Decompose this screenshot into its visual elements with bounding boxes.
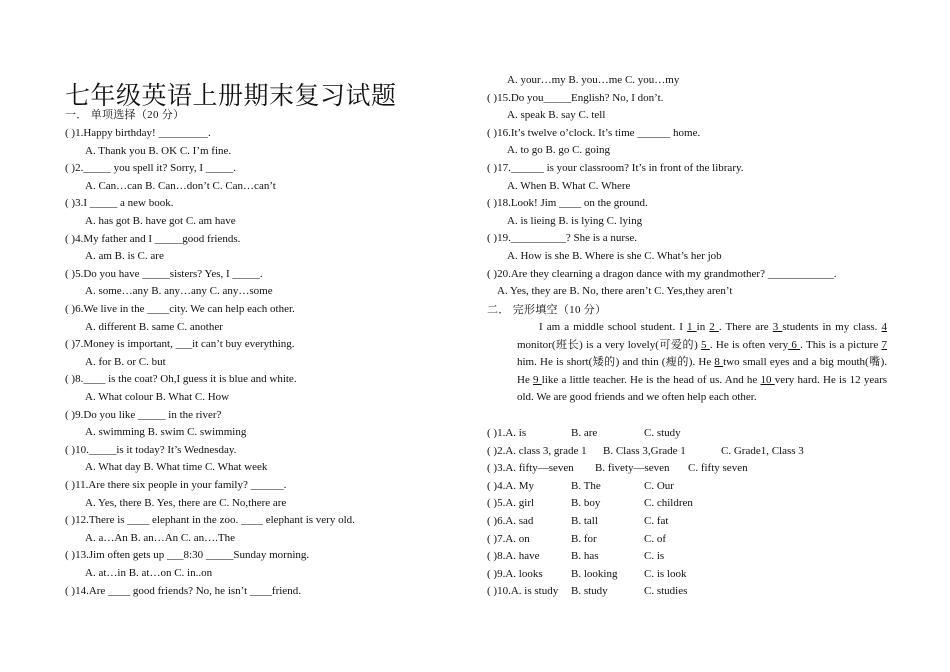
question-10-options: A. What day B. What time C. What week: [85, 461, 268, 474]
blank-6: 6: [788, 338, 801, 351]
cloze-option-c: C. children: [644, 497, 693, 510]
cloze-item-9: [487, 567, 686, 581]
cloze-option-n: ( )10.A. is study: [487, 585, 559, 598]
cloze-option-n: ( )3.A. fifty—seven: [487, 462, 574, 475]
question-3: ( )3.I _____ a new book.: [65, 197, 174, 210]
cloze-option-b: B. for: [571, 532, 597, 545]
question-12-options: A. a…An B. an…An C. an….The: [85, 531, 236, 544]
passage-text: him. He is short(矮的) and thin (瘦的). He: [517, 356, 715, 369]
question-5-options: A. some…any B. any…any C. any…some: [85, 285, 273, 298]
blank-5: 5: [701, 338, 710, 351]
question-12: ( )12.There is ____ elephant in the zoo. ____ elephant is very old.: [65, 514, 355, 527]
question-7: ( )7.Money is important, ___it can’t buy everything.: [65, 338, 295, 351]
question-1: ( )1.Happy birthday! _________.: [65, 127, 211, 139]
question-1-options: A. Thank you B. OK C. I’m fine.: [85, 144, 232, 157]
answer-options: A. your…my B. you…me C. you…my: [507, 74, 680, 86]
cloze-option-b: B. Class 3,Grade 1: [603, 444, 686, 457]
question-line: ( )15.Do you_____English? No, I don’t.: [487, 91, 664, 104]
cloze-item-10: [487, 584, 687, 598]
blank-7: 7: [881, 338, 888, 351]
cloze-option-c: C. study: [644, 427, 681, 439]
cloze-item-5: [487, 496, 693, 510]
question-line: ( )16.It’s twelve o’clock. It’s time ______ home.: [487, 126, 701, 139]
cloze-option-c: C. fifty seven: [688, 462, 748, 475]
cloze-option-b: B. has: [571, 550, 599, 563]
passage-text: in: [696, 321, 710, 333]
question-13-options: A. at…in B. at…on C. in..on: [85, 567, 213, 579]
cloze-option-c: C. of: [644, 532, 666, 545]
question-line: ( )20.Are they clearning a dragon dance with my grandmother? ____________.: [487, 267, 837, 280]
section-2-heading: 二． 完形填空（10 分）: [487, 304, 607, 316]
cloze-option-c: C. Our: [644, 479, 674, 492]
question-line: ( )18.Look! Jim ____ on the ground.: [487, 197, 648, 210]
question-8: ( )8.____ is the coat? Oh,I guess it is blue and white.: [65, 373, 297, 386]
cloze-item-2: [487, 444, 804, 458]
cloze-option-n: ( )1.A. is: [487, 427, 527, 439]
blank-3: 3: [772, 321, 783, 333]
question-6-options: A. different B. same C. another: [85, 320, 223, 333]
cloze-option-c: C. Grade1, Class 3: [721, 444, 804, 457]
blank-4: 4: [881, 321, 888, 333]
passage-text: I am a middle school student. I: [539, 321, 688, 333]
blank-10: 10: [760, 373, 775, 386]
cloze-option-n: ( )2.A. class 3, grade 1: [487, 444, 587, 457]
question-9-options: A. swimming B. swim C. swimming: [85, 426, 247, 439]
answer-options: A. to go B. go C. going: [507, 144, 610, 157]
cloze-option-n: ( )9.A. looks: [487, 567, 543, 580]
question-14: ( )14.Are ____ good friends? No, he isn’t ____friend.: [65, 584, 301, 597]
cloze-option-n: ( )7.A. on: [487, 532, 530, 545]
passage-text: . He is often very: [709, 338, 789, 351]
cloze-option-b: B. boy: [571, 497, 601, 510]
page-title: 七年级英语上册期末复习试题: [65, 81, 397, 110]
cloze-option-b: B. The: [571, 479, 601, 492]
passage-text: . This is a picture: [800, 338, 882, 351]
cloze-option-c: C. is look: [644, 567, 687, 580]
blank-2: 2: [709, 321, 719, 333]
question-2: ( )2._____ you spell it? Sorry, I _____.: [65, 162, 236, 175]
passage-text: students in my class.: [782, 321, 882, 333]
answer-options: A. How is she B. Where is she C. What’s her job: [507, 250, 722, 262]
question-11: ( )11.Are there six people in your family? ______.: [65, 479, 287, 491]
cloze-item-3: [487, 461, 748, 475]
question-8-options: A. What colour B. What C. How: [85, 391, 230, 403]
question-line: ( )19.__________? She is a nurse.: [487, 232, 638, 245]
answer-options: A. Yes, they are B. No, there aren’t C. Yes,they aren’t: [497, 285, 733, 298]
passage-text: like a little teacher. He is the head of us. And he: [541, 373, 761, 386]
question-11-options: A. Yes, there B. Yes, there are C. No,there are: [85, 496, 287, 509]
question-3-options: A. has got B. have got C. am have: [85, 215, 236, 227]
question-13: ( )13.Jim often gets up ___8:30 _____Sunday morning.: [65, 549, 310, 562]
passage-text: two small eyes and a big mouth(嘴). He: [517, 356, 888, 386]
cloze-item-6: [487, 514, 668, 528]
question-2-options: A. Can…can B. Can…don’t C. Can…can’t: [85, 179, 276, 192]
question-6: ( )6.We live in the ____city. We can help each other.: [65, 303, 295, 315]
cloze-option-c: C. fat: [644, 515, 669, 527]
cloze-option-b: B. study: [571, 585, 608, 598]
cloze-option-b: B. are: [571, 427, 598, 439]
question-7-options: A. for B. or C. but: [85, 355, 166, 368]
question-5: ( )5.Do you have _____sisters? Yes, I _____.: [65, 267, 263, 280]
answer-options: A. is lieing B. is lying C. lying: [507, 214, 643, 227]
question-4: ( )4.My father and I _____good friends.: [65, 232, 241, 245]
cloze-option-c: C. studies: [644, 585, 688, 598]
answer-options: A. speak B. say C. tell: [507, 109, 606, 122]
cloze-option-b: B. looking: [571, 567, 618, 580]
cloze-option-n: ( )5.A. girl: [487, 497, 535, 510]
cloze-item-8: [487, 549, 664, 563]
cloze-item-1: [487, 426, 681, 440]
cloze-option-n: ( )8.A. have: [487, 550, 540, 563]
cloze-item-7: [487, 532, 666, 546]
cloze-item-4: [487, 479, 674, 493]
passage-text: very hard. He is 12 years old. We are good friends and we often help each other.: [517, 373, 888, 404]
question-10: ( )10._____is it today? It’s Wednesday.: [65, 443, 237, 456]
cloze-passage: [517, 319, 887, 407]
cloze-option-n: ( )6.A. sad: [487, 515, 534, 527]
question-9: ( )9.Do you like _____ in the river?: [65, 408, 222, 421]
blank-8: 8: [714, 356, 724, 369]
cloze-option-n: ( )4.A. My: [487, 479, 535, 492]
blank-1: 1: [687, 321, 697, 333]
cloze-option-b: B. tall: [571, 515, 598, 527]
answer-options: A. When B. What C. Where: [507, 179, 631, 192]
question-line: ( )17.______ is your classroom? It’s in front of the library.: [487, 162, 744, 174]
question-4-options: A. am B. is C. are: [85, 250, 164, 263]
cloze-option-b: B. fivety—seven: [595, 462, 670, 475]
passage-text: monitor(班长) is a very lovely(可爱的): [517, 338, 702, 351]
cloze-option-c: C. is: [644, 550, 665, 563]
section-1-heading: 一． 单项选择（20 分）: [65, 109, 185, 121]
blank-9: 9: [533, 373, 542, 386]
passage-text: . There are: [718, 321, 773, 333]
